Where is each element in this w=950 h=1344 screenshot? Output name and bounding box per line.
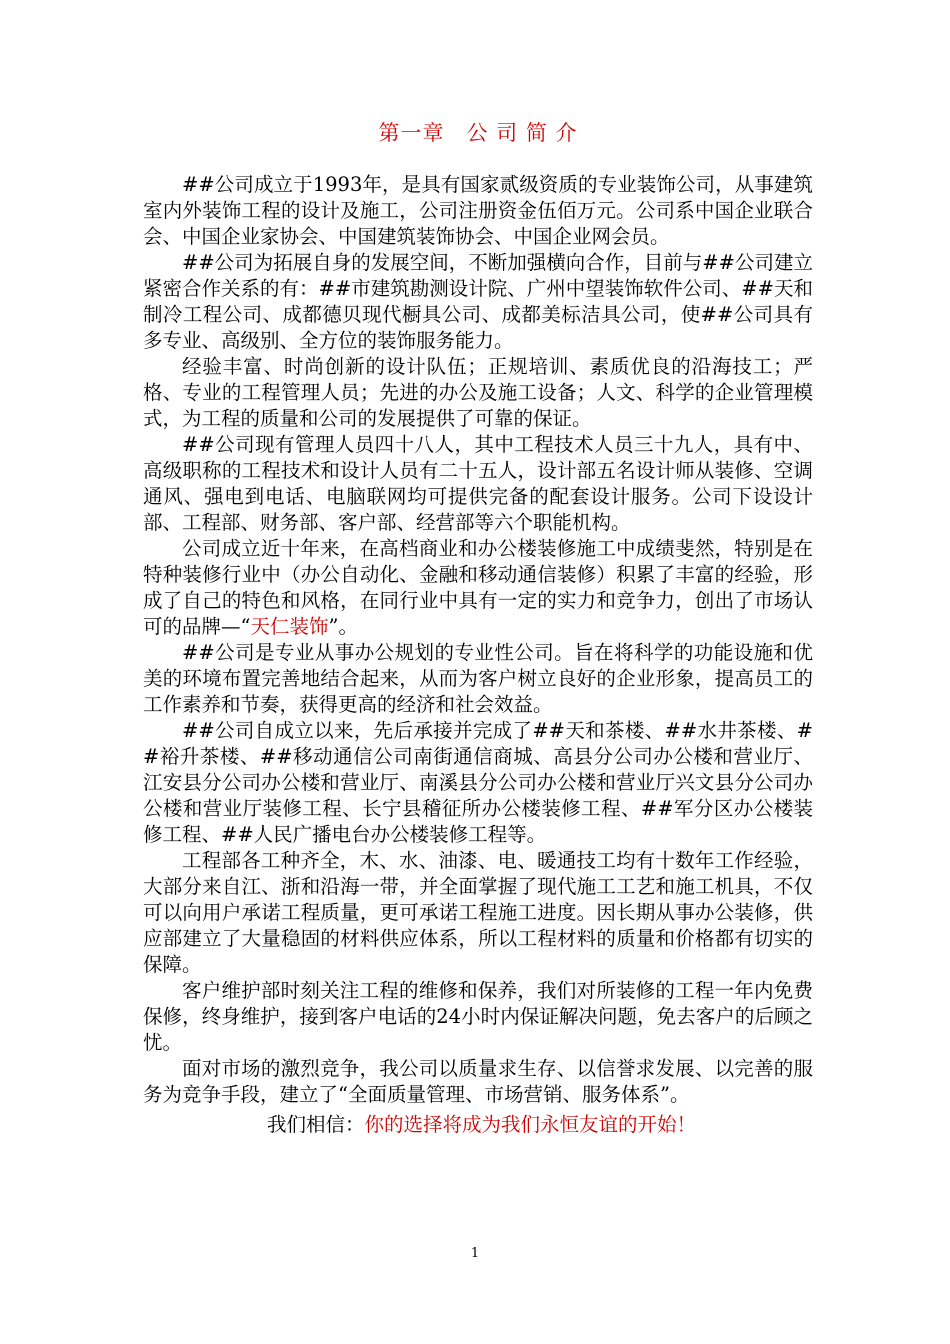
chapter-title: 第一章 公 司 简 介 [378, 121, 578, 145]
page-number: 1 [470, 1246, 480, 1261]
document-page [143, 118, 813, 1138]
closing-line [143, 1112, 813, 1138]
paragraph-history-end: ”。 [328, 615, 358, 638]
paragraph-engineering: 工程部各工种齐全，木、水、油漆、电、暖通技工均有十数年工作经验，大部分来自江、浙和沿海一带，并全面掌握了现代施工工艺和施工机具，不仅可以向用户承诺工程质量，更可承诺工程施工进度。因长期从事办公装修，供应部建立了大量稳固的材料供应体系，所以工程材料的质量和价格都有切实的保障。 [143, 849, 813, 976]
paragraph-focus: ##公司是专业从事办公规划的专业性公司。旨在将科学的功能设施和优美的环境布置完善地结合起来，从而为客户树立良好的企业形象，提高员工的工作素养和节奏，获得更高的经济和社会效益。 [143, 641, 813, 716]
paragraph-projects: ##公司自成立以来，先后承接并完成了##天和茶楼、##水井茶楼、##裕升茶楼、##移动通信公司南街通信商城、高县分公司办公楼和营业厅、江安县分公司办公楼和营业厅、南溪县分公司办公楼和营业厅兴文县分公司办公楼和营业厅装修工程、长宁县稽征所办公楼装修工程、##军分区办公楼装修工程、##人民广播电台办公楼装修工程等。 [143, 719, 813, 846]
paragraph-partners: ##公司为拓展自身的发展空间，不断加强横向合作，目前与##公司建立紧密合作关系的有：##市建筑勘测设计院、广州中望装饰软件公司、##天和制冷工程公司、成都德贝现代橱具公司、成都美标洁具公司，使##公司具有多专业、高级别、全方位的装饰服务能力。 [143, 251, 813, 352]
paragraph-competition: 面对市场的激烈竞争，我公司以质量求生存、以信誉求发展、以完善的服务为竞争手段，建立了“全面质量管理、市场营销、服务体系”。 [143, 1057, 813, 1106]
paragraph-history [143, 536, 813, 640]
closing-slogan: 你的选择将成为我们永恒友谊的开始！ [364, 1113, 697, 1136]
paragraph-maintenance: 客户维护部时刻关注工程的维修和保养，我们对所装修的工程一年内免费保修，终身维护，接到客户电话的24小时内保证解决问题，免去客户的后顾之忧。 [143, 979, 813, 1054]
paragraph-history-text: 公司成立近十年来，在高档商业和办公楼装修施工中成绩斐然，特别是在特种装修行业中（办公自动化、金融和移动通信装修）积累了丰富的经验，形成了自己的特色和风格，在同行业中具有一定的实力和竞争力，创出了市场认可的品牌—“ [143, 537, 813, 638]
paragraph-founding: ##公司成立于1993年，是具有国家贰级资质的专业装饰公司，从事建筑室内外装饰工程的设计及施工，公司注册资金伍佰万元。公司系中国企业联合会、中国企业家协会、中国建筑装饰协会、中国企业网会员。 [143, 173, 813, 248]
paragraph-staff: ##公司现有管理人员四十八人，其中工程技术人员三十九人，具有中、高级职称的工程技术和设计人员有二十五人，设计部五名设计师从装修、空调通风、强电到电话、电脑联网均可提供完备的配套设计服务。公司下设设计部、工程部、财务部、客户部、经营部等六个职能机构。 [143, 433, 813, 534]
closing-prefix: 我们相信： [267, 1113, 365, 1136]
paragraph-strengths: 经验丰富、时尚创新的设计队伍；正规培训、素质优良的沿海技工；严格、专业的工程管理人员；先进的办公及施工设备；人文、科学的企业管理模式，为工程的质量和公司的发展提供了可靠的保证。 [143, 355, 813, 430]
brand-name: 天仁装饰 [250, 615, 329, 638]
